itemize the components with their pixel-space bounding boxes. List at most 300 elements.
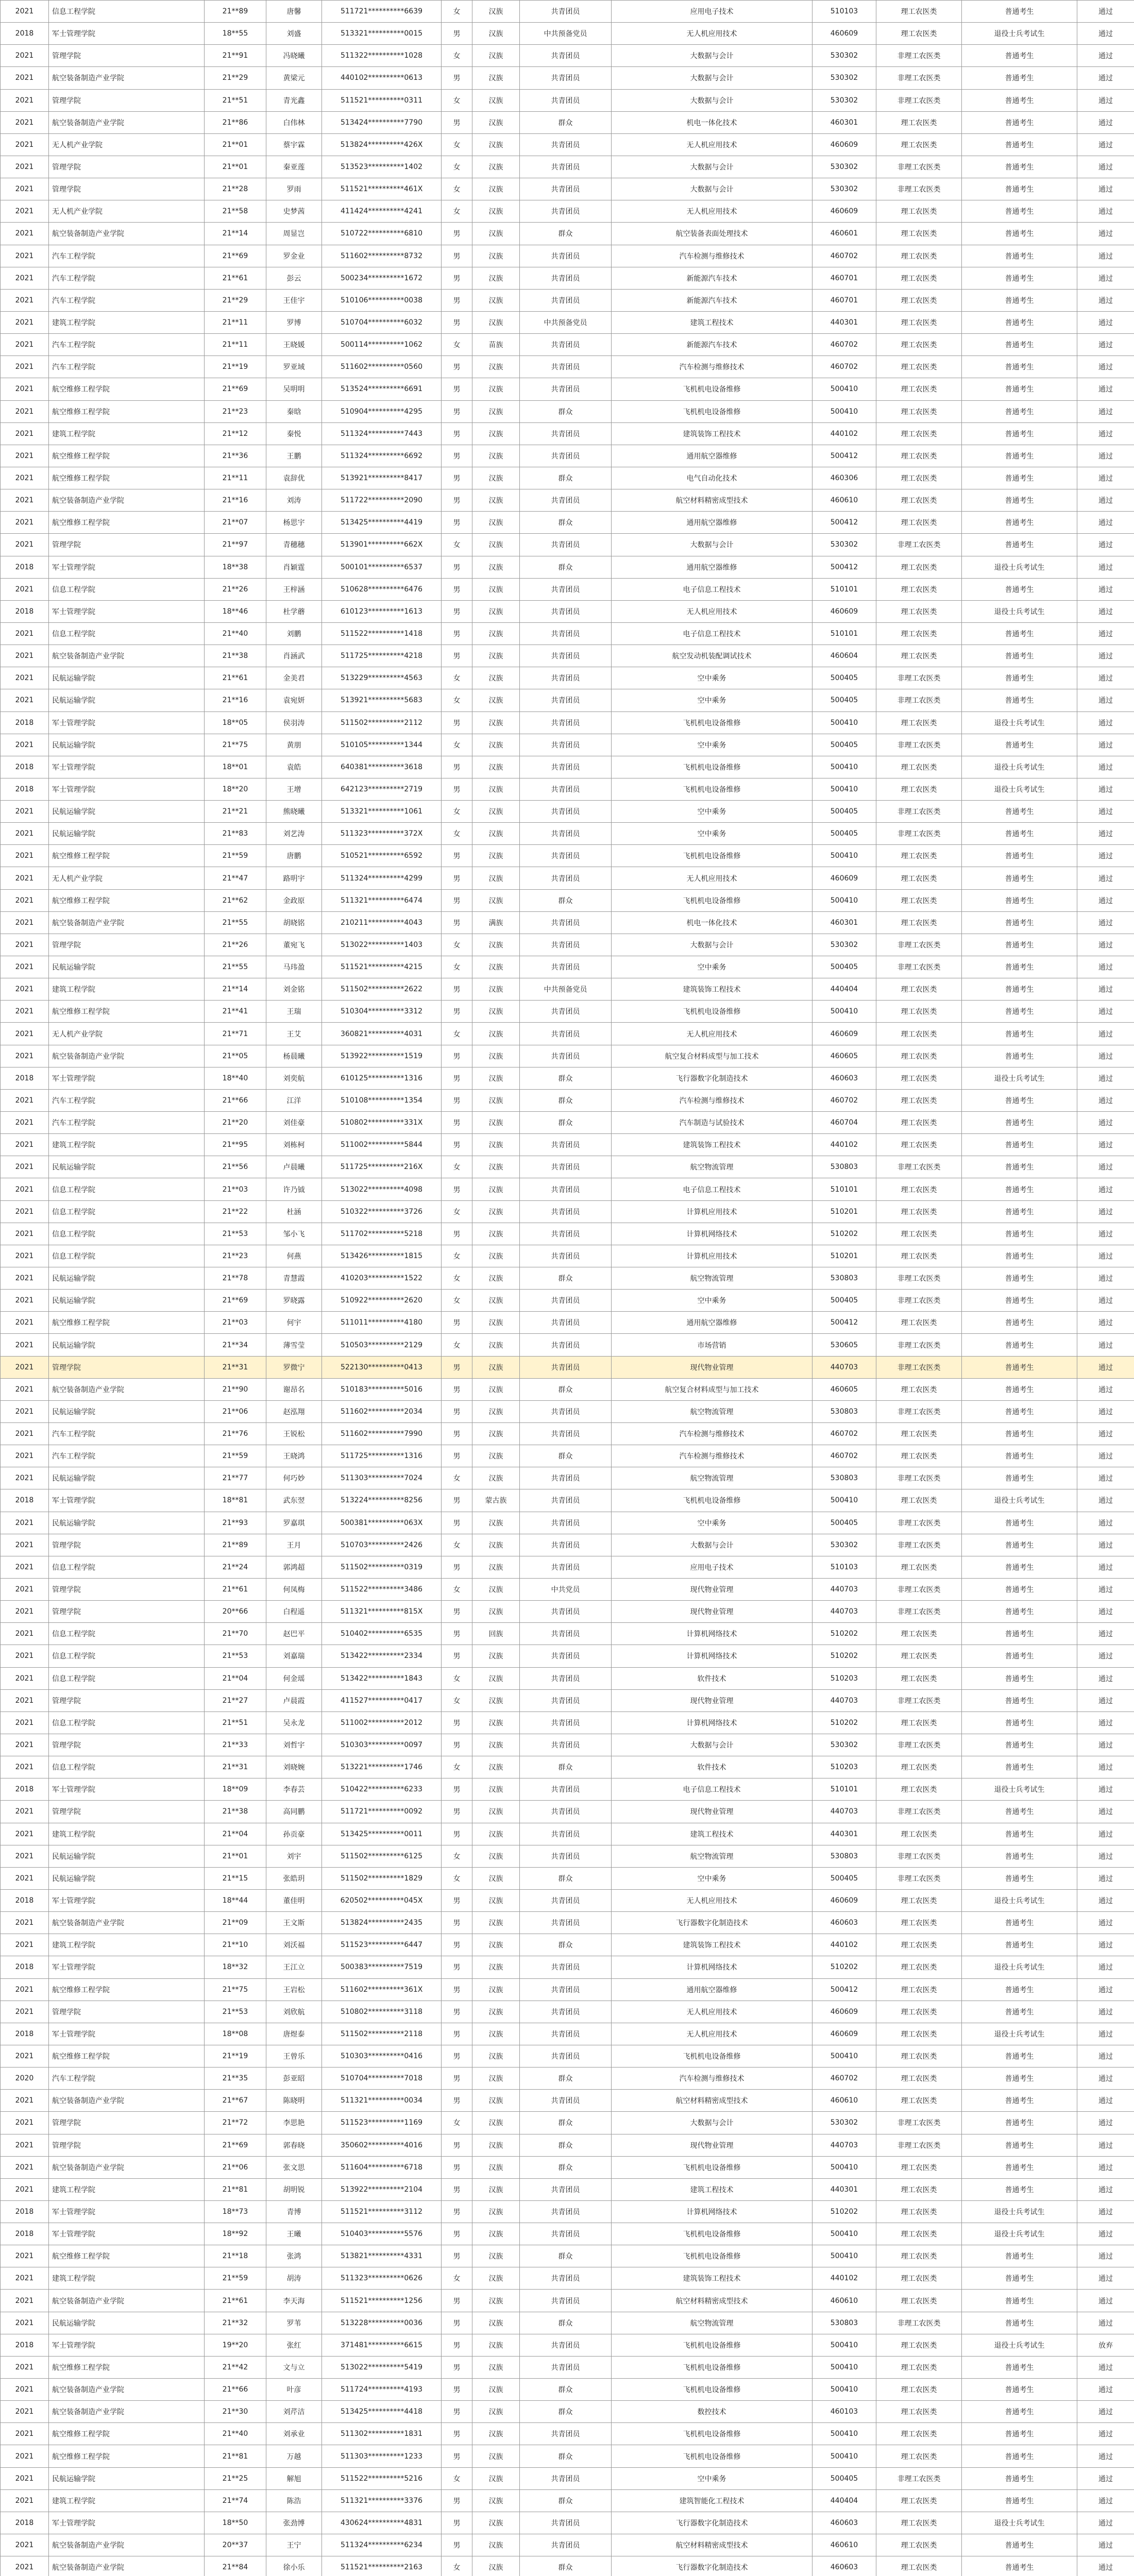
year-cell: 2018 [1,711,49,734]
political-status-cell: 共青团员 [520,1156,612,1178]
table-row [1,1912,1134,1934]
category-cell: 理工农医类 [876,1889,962,1911]
major-cell: 建筑工程技术 [612,2178,813,2200]
ethnicity-cell: 汉族 [472,1378,520,1400]
major-cell: 建筑装饰工程技术 [612,422,813,445]
political-status-cell: 中共党员 [520,1578,612,1600]
name-cell: 王江立 [266,1956,322,1978]
gender-cell: 男 [442,2379,472,2401]
id-card-cell: 510704**********6032 [322,311,442,333]
candidate-type-cell: 普通考生 [962,1445,1077,1467]
year-cell: 2021 [1,1534,49,1556]
table-row [1,778,1134,800]
candidate-type-cell: 普通考生 [962,1578,1077,1600]
table-row [1,200,1134,223]
major-cell: 通用航空器维修 [612,556,813,578]
college-cell: 民航运输学院 [49,1512,205,1534]
college-cell: 航空装备制造产业学院 [49,111,205,133]
major-code-cell: 460609 [813,23,876,45]
major-cell: 软件技术 [612,1667,813,1689]
major-cell: 飞机机电设备维修 [612,1001,813,1023]
category-cell: 理工农医类 [876,845,962,867]
result-cell: 通过 [1077,67,1134,89]
table-row [1,2090,1134,2112]
result-cell: 通过 [1077,2267,1134,2290]
candidate-type-cell: 普通考生 [962,1245,1077,1267]
political-status-cell: 共青团员 [520,356,612,378]
id-card-cell: 511302**********1831 [322,2423,442,2445]
major-code-cell: 440703 [813,1578,876,1600]
id-card-cell: 511323**********0626 [322,2267,442,2290]
year-cell: 2021 [1,400,49,422]
id-card-cell: 511604**********6718 [322,2156,442,2178]
major-cell: 建筑装饰工程技术 [612,1934,813,1956]
college-cell: 汽车工程学院 [49,267,205,289]
political-status-cell: 群众 [520,2312,612,2334]
result-cell: 通过 [1077,45,1134,67]
result-cell: 通过 [1077,1978,1134,2001]
name-cell: 秦悦 [266,422,322,445]
college-cell: 军士管理学院 [49,2512,205,2534]
major-cell: 大数据与会计 [612,2112,813,2134]
exam-no-cell: 21**11 [205,467,266,489]
name-cell: 刘佳豪 [266,1112,322,1134]
id-card-cell: 510303**********0416 [322,2045,442,2067]
exam-no-cell: 21**71 [205,1023,266,1045]
college-cell: 民航运输学院 [49,2467,205,2489]
name-cell: 杨思宇 [266,512,322,534]
category-cell: 理工农医类 [876,1045,962,1067]
table-row [1,156,1134,178]
gender-cell: 男 [442,1423,472,1445]
id-card-cell: 511523**********1169 [322,2112,442,2134]
college-cell: 建筑工程学院 [49,1823,205,1845]
result-cell: 通过 [1077,667,1134,689]
year-cell: 2021 [1,1312,49,1334]
major-code-cell: 530302 [813,89,876,111]
result-cell: 通过 [1077,622,1134,645]
exam-no-cell: 21**81 [205,2445,266,2467]
major-cell: 大数据与会计 [612,67,813,89]
major-cell: 飞机机电设备维修 [612,2334,813,2356]
major-code-cell: 500405 [813,667,876,689]
id-card-cell: 510802**********3118 [322,2001,442,2023]
name-cell: 张文思 [266,2156,322,2178]
name-cell: 董宛飞 [266,934,322,956]
id-card-cell: 510922**********2620 [322,1290,442,1312]
candidate-type-cell: 普通考生 [962,156,1077,178]
table-row [1,1778,1134,1801]
id-card-cell: 620502**********045X [322,1889,442,1911]
candidate-type-cell: 普通考生 [962,2534,1077,2556]
major-cell: 航空复合材料成型与加工技术 [612,1045,813,1067]
name-cell: 王梓涵 [266,578,322,600]
major-code-cell: 460604 [813,645,876,667]
political-status-cell: 中共预备党员 [520,978,612,1001]
year-cell: 2021 [1,1,49,23]
college-cell: 航空维修工程学院 [49,400,205,422]
college-cell: 汽车工程学院 [49,1089,205,1111]
category-cell: 理工农医类 [876,2023,962,2045]
table-row [1,867,1134,889]
year-cell: 2021 [1,267,49,289]
category-cell: 非理工农医类 [876,1734,962,1756]
political-status-cell: 共青团员 [520,2223,612,2245]
major-code-cell: 500405 [813,956,876,978]
major-code-cell: 500412 [813,1978,876,2001]
major-cell: 航空复合材料成型与加工技术 [612,1378,813,1400]
year-cell: 2021 [1,1867,49,1889]
major-code-cell: 500410 [813,1001,876,1023]
category-cell: 理工农医类 [876,578,962,600]
gender-cell: 男 [442,1912,472,1934]
college-cell: 建筑工程学院 [49,2267,205,2290]
name-cell: 杜涵 [266,1200,322,1223]
ethnicity-cell: 汉族 [472,2290,520,2312]
ethnicity-cell: 汉族 [472,289,520,311]
year-cell: 2021 [1,289,49,311]
category-cell: 理工农医类 [876,289,962,311]
category-cell: 理工农医类 [876,2489,962,2512]
name-cell: 袁皓 [266,756,322,778]
ethnicity-cell: 汉族 [472,89,520,111]
political-status-cell: 共青团员 [520,133,612,156]
candidate-type-cell: 普通考生 [962,422,1077,445]
year-cell: 2018 [1,556,49,578]
table-row [1,578,1134,600]
candidate-type-cell: 普通考生 [962,489,1077,512]
candidate-type-cell: 普通考生 [962,2001,1077,2023]
major-code-cell: 500412 [813,1312,876,1334]
name-cell: 卢晨曦 [266,1156,322,1178]
major-code-cell: 440102 [813,1134,876,1156]
candidate-type-cell: 退役士兵考试生 [962,756,1077,778]
table-row [1,1845,1134,1867]
candidate-type-cell: 普通考生 [962,1156,1077,1178]
gender-cell: 男 [442,67,472,89]
gender-cell: 男 [442,356,472,378]
gender-cell: 女 [442,1245,472,1267]
year-cell: 2021 [1,2001,49,2023]
table-row [1,2312,1134,2334]
result-cell: 通过 [1077,1889,1134,1911]
major-cell: 电子信息工程技术 [612,622,813,645]
result-cell: 通过 [1077,1290,1134,1312]
major-cell: 空中乘务 [612,734,813,756]
exam-no-cell: 18**44 [205,1889,266,1911]
category-cell: 理工农医类 [876,2401,962,2423]
ethnicity-cell: 汉族 [472,1200,520,1223]
category-cell: 理工农医类 [876,1089,962,1111]
major-cell: 飞机机电设备维修 [612,889,813,911]
result-cell: 通过 [1077,734,1134,756]
gender-cell: 男 [442,1378,472,1400]
category-cell: 理工农医类 [876,1978,962,2001]
ethnicity-cell: 汉族 [472,801,520,823]
exam-no-cell: 21**31 [205,1356,266,1378]
gender-cell: 男 [442,311,472,333]
year-cell: 2021 [1,223,49,245]
major-cell: 机电一体化技术 [612,111,813,133]
major-code-cell: 440404 [813,978,876,1001]
major-code-cell: 530302 [813,934,876,956]
gender-cell: 男 [442,422,472,445]
exam-no-cell: 18**50 [205,2512,266,2534]
major-code-cell: 530803 [813,1156,876,1178]
exam-no-cell: 18**46 [205,600,266,622]
gender-cell: 男 [442,2001,472,2023]
gender-cell: 女 [442,156,472,178]
major-code-cell: 510103 [813,1556,876,1578]
result-cell: 通过 [1077,23,1134,45]
id-card-cell: 511602**********7990 [322,1423,442,1445]
id-card-cell: 510108**********1354 [322,1089,442,1111]
name-cell: 赵泓翔 [266,1400,322,1422]
ethnicity-cell: 汉族 [472,1334,520,1356]
table-row [1,1823,1134,1845]
id-card-cell: 642123**********2719 [322,778,442,800]
ethnicity-cell: 汉族 [472,2423,520,2445]
political-status-cell: 共青团员 [520,1423,612,1445]
id-card-cell: 371481**********6615 [322,2334,442,2356]
gender-cell: 男 [442,378,472,400]
table-row [1,1467,1134,1489]
gender-cell: 女 [442,1689,472,1711]
table-row [1,1378,1134,1400]
college-cell: 民航运输学院 [49,956,205,978]
gender-cell: 男 [442,1445,472,1467]
major-cell: 飞机机电设备维修 [612,2156,813,2178]
year-cell: 2021 [1,1267,49,1290]
political-status-cell: 共青团员 [520,267,612,289]
candidate-type-cell: 普通考生 [962,200,1077,223]
id-card-cell: 510802**********331X [322,1112,442,1134]
exam-no-cell: 21**19 [205,356,266,378]
category-cell: 理工农医类 [876,556,962,578]
category-cell: 非理工农医类 [876,956,962,978]
id-card-cell: 640381**********3618 [322,756,442,778]
exam-no-cell: 18**20 [205,778,266,800]
year-cell: 2021 [1,1134,49,1156]
year-cell: 2021 [1,2556,49,2576]
ethnicity-cell: 汉族 [472,111,520,133]
exam-no-cell: 20**66 [205,1601,266,1623]
ethnicity-cell: 汉族 [472,756,520,778]
ethnicity-cell: 汉族 [472,934,520,956]
result-cell: 通过 [1077,2045,1134,2067]
ethnicity-cell: 汉族 [472,1689,520,1711]
id-card-cell: 513824**********2435 [322,1912,442,1934]
ethnicity-cell: 汉族 [472,1601,520,1623]
gender-cell: 男 [442,1134,472,1156]
exam-no-cell: 21**14 [205,223,266,245]
major-cell: 汽车检测与维修技术 [612,1089,813,1111]
exam-no-cell: 21**62 [205,889,266,911]
major-cell: 空中乘务 [612,956,813,978]
college-cell: 航空维修工程学院 [49,845,205,867]
name-cell: 金政原 [266,889,322,911]
exam-no-cell: 21**09 [205,1912,266,1934]
name-cell: 何宇 [266,1312,322,1334]
category-cell: 理工农医类 [876,1556,962,1578]
ethnicity-cell: 汉族 [472,1400,520,1422]
major-cell: 飞行器数字化制造技术 [612,2556,813,2576]
major-cell: 汽车检测与维修技术 [612,2067,813,2090]
gender-cell: 男 [442,1045,472,1067]
major-cell: 大数据与会计 [612,534,813,556]
year-cell: 2021 [1,1356,49,1378]
political-status-cell: 共青团员 [520,1312,612,1334]
college-cell: 建筑工程学院 [49,1934,205,1956]
political-status-cell: 群众 [520,1089,612,1111]
political-status-cell: 共青团员 [520,1845,612,1867]
political-status-cell: 群众 [520,2245,612,2267]
table-row [1,2290,1134,2312]
candidate-type-cell: 普通考生 [962,1423,1077,1445]
name-cell: 文与立 [266,2356,322,2378]
year-cell: 2021 [1,1645,49,1667]
college-cell: 民航运输学院 [49,823,205,845]
category-cell: 理工农医类 [876,200,962,223]
major-cell: 建筑智能化工程技术 [612,2489,813,2512]
major-cell: 数控技术 [612,2401,813,2423]
major-code-cell: 510202 [813,1623,876,1645]
ethnicity-cell: 汉族 [472,1556,520,1578]
political-status-cell: 共青团员 [520,2045,612,2067]
gender-cell: 男 [442,1556,472,1578]
table-row [1,2200,1134,2223]
college-cell: 管理学院 [49,45,205,67]
major-cell: 无人机应用技术 [612,1023,813,1045]
ethnicity-cell: 汉族 [472,2067,520,2090]
year-cell: 2021 [1,1423,49,1445]
gender-cell: 女 [442,1534,472,1556]
table-row [1,1578,1134,1600]
political-status-cell: 共青团员 [520,1556,612,1578]
major-code-cell: 460610 [813,2090,876,2112]
name-cell: 冯晓曦 [266,45,322,67]
name-cell: 李天海 [266,2290,322,2312]
year-cell: 2021 [1,2379,49,2401]
id-card-cell: 500114**********1062 [322,334,442,356]
ethnicity-cell: 蒙古族 [472,1489,520,1512]
college-cell: 航空维修工程学院 [49,2445,205,2467]
ethnicity-cell: 汉族 [472,645,520,667]
ethnicity-cell: 汉族 [472,600,520,622]
year-cell: 2021 [1,2423,49,2445]
gender-cell: 男 [442,867,472,889]
major-cell: 无人机应用技术 [612,2023,813,2045]
political-status-cell: 共青团员 [520,334,612,356]
candidate-type-cell: 普通考生 [962,111,1077,133]
ethnicity-cell: 汉族 [472,133,520,156]
gender-cell: 男 [442,711,472,734]
political-status-cell: 共青团员 [520,801,612,823]
name-cell: 唐鹏 [266,845,322,867]
year-cell: 2021 [1,1023,49,1045]
exam-no-cell: 18**38 [205,556,266,578]
result-cell: 通过 [1077,801,1134,823]
table-row [1,600,1134,622]
college-cell: 信息工程学院 [49,578,205,600]
table-row [1,2112,1134,2134]
exam-no-cell: 21**81 [205,2178,266,2200]
result-cell: 通过 [1077,2245,1134,2267]
political-status-cell: 群众 [520,467,612,489]
id-card-cell: 511002**********2012 [322,1711,442,1734]
college-cell: 管理学院 [49,156,205,178]
name-cell: 王晓鸿 [266,1445,322,1467]
major-code-cell: 460610 [813,489,876,512]
major-code-cell: 460702 [813,2067,876,2090]
category-cell: 理工农医类 [876,645,962,667]
candidate-type-cell: 普通考生 [962,2112,1077,2134]
id-card-cell: 522130**********0413 [322,1356,442,1378]
result-cell: 通过 [1077,689,1134,711]
name-cell: 何燕 [266,1245,322,1267]
result-cell: 通过 [1077,934,1134,956]
year-cell: 2021 [1,1400,49,1422]
id-card-cell: 510304**********3312 [322,1001,442,1023]
id-card-cell: 511011**********4180 [322,1312,442,1334]
category-cell: 理工农医类 [876,400,962,422]
exam-no-cell: 18**32 [205,1956,266,1978]
id-card-cell: 511502**********2118 [322,2023,442,2045]
table-row [1,1601,1134,1623]
candidate-type-cell: 普通考生 [962,2067,1077,2090]
candidate-type-cell: 普通考生 [962,1756,1077,1778]
political-status-cell: 共青团员 [520,2023,612,2045]
college-cell: 无人机产业学院 [49,1023,205,1045]
table-row [1,556,1134,578]
ethnicity-cell: 汉族 [472,45,520,67]
category-cell: 理工农医类 [876,889,962,911]
ethnicity-cell: 汉族 [472,2134,520,2156]
political-status-cell: 共青团员 [520,1645,612,1667]
category-cell: 理工农医类 [876,489,962,512]
year-cell: 2021 [1,689,49,711]
college-cell: 民航运输学院 [49,1267,205,1290]
college-cell: 管理学院 [49,534,205,556]
major-code-cell: 500405 [813,1512,876,1534]
gender-cell: 女 [442,178,472,200]
result-cell: 通过 [1077,223,1134,245]
political-status-cell: 共青团员 [520,934,612,956]
year-cell: 2021 [1,111,49,133]
result-cell: 通过 [1077,1512,1134,1534]
year-cell: 2021 [1,45,49,67]
result-cell: 通过 [1077,1445,1134,1467]
gender-cell: 男 [442,2090,472,2112]
major-cell: 航空材料精密成型技术 [612,2290,813,2312]
candidate-type-cell: 普通考生 [962,1823,1077,1845]
major-cell: 航空物流管理 [612,1467,813,1489]
name-cell: 青慧霞 [266,1267,322,1290]
college-cell: 军士管理学院 [49,778,205,800]
category-cell: 非理工农医类 [876,1867,962,1889]
id-card-cell: 511324**********6234 [322,2534,442,2556]
gender-cell: 男 [442,600,472,622]
ethnicity-cell: 汉族 [472,1267,520,1290]
candidate-type-cell: 普通考生 [962,622,1077,645]
table-row [1,2001,1134,2023]
category-cell: 理工农医类 [876,378,962,400]
college-cell: 航空维修工程学院 [49,2045,205,2067]
category-cell: 非理工农医类 [876,1534,962,1556]
table-row [1,689,1134,711]
gender-cell: 女 [442,45,472,67]
candidate-type-cell: 普通考生 [962,1290,1077,1312]
